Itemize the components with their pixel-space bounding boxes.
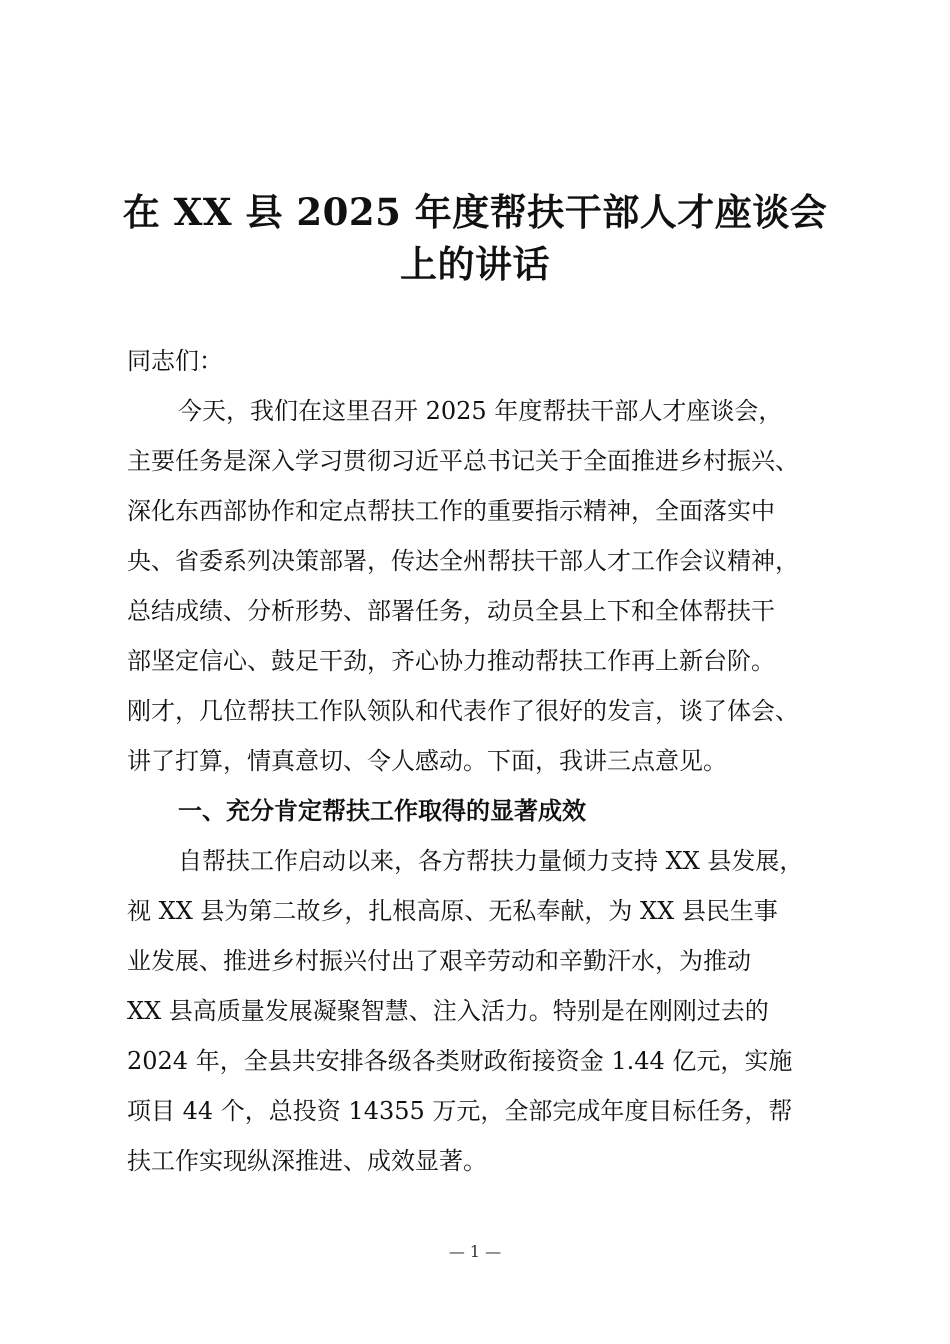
paragraph-1-line: 央、省委系列决策部署，传达全州帮扶干部人才工作会议精神， [127,547,799,575]
paragraph-2-line: 项目 44 个，总投资 14355 万元，全部完成年度目标任务，帮 [127,1097,793,1125]
paragraph-2-line: 扶工作实现纵深推进、成效显著。 [127,1147,487,1175]
page-number: — 1 — [448,1242,502,1261]
document-body [127,336,827,1186]
paragraph-2-line: 自帮扶工作启动以来，各方帮扶力量倾力支持 XX 县发展， [178,847,804,875]
paragraph-2-line: XX 县高质量发展凝聚智慧、注入活力。特别是在刚刚过去的 [127,997,769,1025]
title-line-2: 上的讲话 [400,242,550,286]
paragraph-1-line: 讲了打算，情真意切、令人感动。下面，我讲三点意见。 [127,747,727,775]
paragraph-1-line: 今天，我们在这里召开 2025 年度帮扶干部人才座谈会， [178,397,783,425]
paragraph-1-line: 部坚定信心、鼓足干劲，齐心协力推动帮扶工作再上新台阶。 [127,647,775,675]
title-line-1: 在 XX 县 2025 年度帮扶干部人才座谈会 [122,190,828,234]
salutation: 同志们： [127,347,223,375]
paragraph-2-line: 2024 年，全县共安排各级各类财政衔接资金 1.44 亿元，实施 [127,1047,793,1075]
paragraph-2-line: 视 XX 县为第二故乡，扎根高原、无私奉献，为 XX 县民生事 [127,897,778,925]
paragraph-1-line: 总结成绩、分析形势、部署任务，动员全县上下和全体帮扶干 [127,597,775,625]
document-title [100,186,850,290]
paragraph-1-line: 刚才，几位帮扶工作队领队和代表作了很好的发言，谈了体会、 [127,697,799,725]
section-heading: 一、充分肯定帮扶工作取得的显著成效 [178,797,586,825]
paragraph-2-line: 业发展、推进乡村振兴付出了艰辛劳动和辛勤汗水，为推动 [127,947,751,975]
paragraph-1-line: 主要任务是深入学习贯彻习近平总书记关于全面推进乡村振兴、 [127,447,799,475]
paragraph-1-line: 深化东西部协作和定点帮扶工作的重要指示精神，全面落实中 [127,497,775,525]
